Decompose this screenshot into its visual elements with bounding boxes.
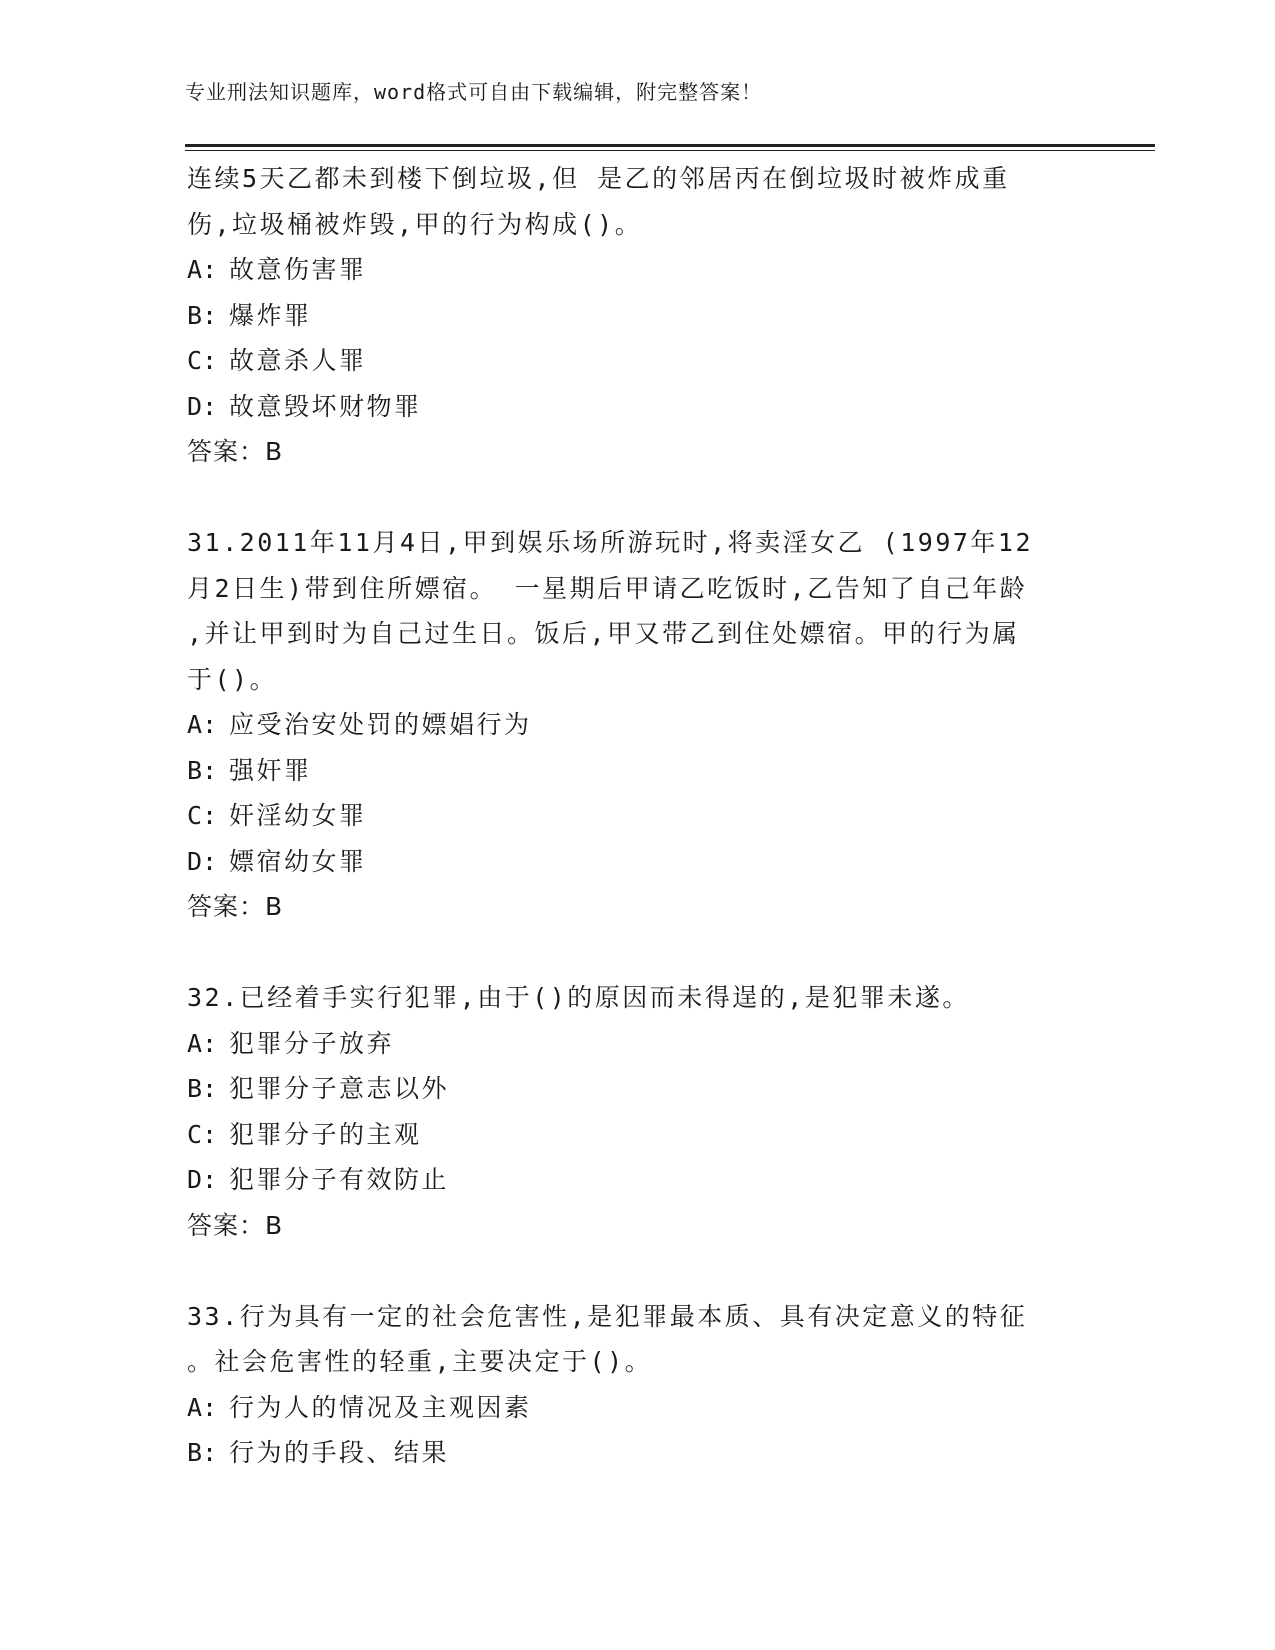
question-stem-line: 伤,垃圾桶被炸毁,甲的行为构成()。 — [187, 209, 643, 239]
option-letter: B: — [187, 755, 218, 785]
option-b — [187, 748, 1087, 794]
option-letter: C: — [187, 801, 218, 830]
option-text: 行为人的情况及主观因素 — [229, 1392, 532, 1422]
page-header: 专业刑法知识题库，word格式可自由下载编辑，附完整答案！ — [185, 80, 763, 104]
option-text: 故意伤害罪 — [229, 255, 367, 284]
option-c — [187, 1112, 1087, 1158]
option-a — [187, 1385, 1087, 1431]
option-a — [187, 702, 1087, 748]
question-stem-line: 于()。 — [187, 664, 278, 694]
option-letter: A: — [187, 1392, 218, 1422]
option-d — [187, 384, 1087, 430]
question-stem-line: 33.行为具有一定的社会危害性,是犯罪最本质、具有决定意义的特征 — [187, 1301, 1028, 1331]
option-text: 犯罪分子放弃 — [229, 1028, 395, 1058]
option-text: 犯罪分子意志以外 — [229, 1074, 450, 1103]
option-text: 行为的手段、结果 — [229, 1438, 450, 1467]
option-letter: C: — [187, 1119, 218, 1149]
answer-line: 答案：B — [187, 437, 284, 466]
header-rule-thin — [185, 150, 1155, 151]
option-text: 奸淫幼女罪 — [229, 801, 367, 830]
option-b — [187, 293, 1087, 339]
option-text: 嫖宿幼女罪 — [229, 846, 367, 876]
question-stem-line: 连续5天乙都未到楼下倒垃圾,但 是乙的邻居丙在倒垃圾时被炸成重 — [187, 164, 1010, 193]
answer-line: 答案：B — [187, 1210, 284, 1240]
option-letter: D: — [187, 846, 218, 876]
header-rule-thick — [185, 144, 1155, 147]
option-c — [187, 793, 1087, 839]
option-text: 强奸罪 — [229, 755, 312, 785]
option-a — [187, 1021, 1087, 1067]
option-letter: A: — [187, 710, 218, 739]
option-letter: C: — [187, 346, 218, 375]
option-text: 爆炸罪 — [229, 300, 312, 330]
question-stem-line: 31.2011年11月4日,甲到娱乐场所游玩时,将卖淫女乙 (1997年12 — [187, 528, 1034, 557]
option-a — [187, 247, 1087, 293]
option-letter: B: — [187, 300, 218, 330]
option-text: 应受治安处罚的嫖娼行为 — [229, 710, 532, 739]
option-letter: D: — [187, 391, 218, 421]
option-text: 犯罪分子有效防止 — [229, 1165, 450, 1194]
option-b — [187, 1066, 1087, 1112]
option-text: 故意杀人罪 — [229, 346, 367, 375]
option-letter: B: — [187, 1438, 218, 1467]
option-text: 犯罪分子的主观 — [229, 1119, 422, 1149]
question-stem-line: 月2日生)带到住所嫖宿。 一星期后甲请乙吃饭时,乙告知了自己年龄 — [187, 573, 1028, 603]
answer-line: 答案：B — [187, 892, 284, 921]
question-content — [187, 156, 1087, 1476]
question-stem-line: ,并让甲到时为自己过生日。饭后,甲又带乙到住处嫖宿。甲的行为属 — [187, 619, 1020, 648]
option-letter: D: — [187, 1165, 218, 1194]
question-stem-line: 32.已经着手实行犯罪,由于()的原因而未得逞的,是犯罪未遂。 — [187, 983, 970, 1012]
option-c — [187, 338, 1087, 384]
option-b — [187, 1430, 1087, 1476]
option-text: 故意毁坏财物罪 — [229, 391, 422, 421]
option-letter: A: — [187, 255, 218, 284]
question-stem-line: 。社会危害性的轻重,主要决定于()。 — [187, 1347, 653, 1376]
option-d — [187, 1157, 1087, 1203]
option-d — [187, 839, 1087, 885]
option-letter: A: — [187, 1028, 218, 1058]
option-letter: B: — [187, 1074, 218, 1103]
